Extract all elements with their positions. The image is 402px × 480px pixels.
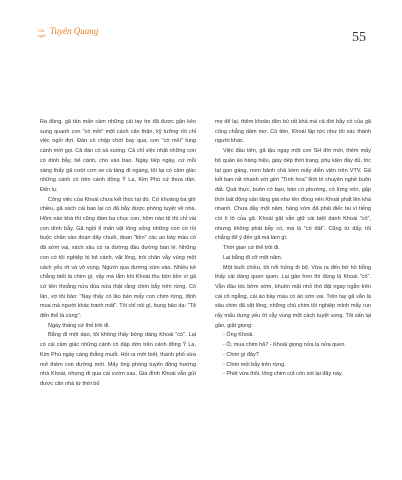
paragraph: Một buổi chiều, tôi nổi hứng đi bộ. Vừa ra đến bờ hồ bỗng thấy cái dáng quen quen. Lại gần hơn thì đúng là Khoái "cò". Vẫn đầu tóc bờm xờm, khuôn mặt nhỏ thó đặt ngay ngắn trên cái cổ ngẳng, cái áo bày màu cò áo sờn vai. Trên tay gã vẫn là xâu chim đã vặt lông, những chú chim tội nghiệp mình mẩy run rẩy mấu dựng yếu ớt vẫy vùng một cách tuyệt vọng. Tôi sấn lại gần, giật giọng:: [215, 264, 371, 329]
paragraph: Lại bẵng đi cỡ một năm.: [223, 254, 283, 261]
paragraph: mẹ để lại, thêm khoản đền bù rất khá mà cả đời bẫy cò của gã cũng chẳng dám mơ. Có tiền, Khoái lập tức như tôi xác thành người khác.: [215, 119, 371, 145]
dialogue-line: - Chim mồi bẫy trên rừng.: [223, 361, 286, 368]
dialogue-line: - Phét vừa thôi, lông chim cút còn sót lại đây này.: [223, 371, 343, 378]
paragraph: Thời gian cứ thế trôi đi.: [223, 245, 280, 252]
page-number: 55: [352, 30, 366, 45]
logo-main-text: Tuyên Quang: [50, 26, 99, 36]
left-column: [40, 118, 196, 390]
dialogue-line: - Chim gì đây?: [223, 351, 259, 358]
page-header: [0, 0, 402, 60]
paragraph: Việc đầu tiên, gã tậu ngay một con SH đời mới, thêm mấy bộ quần áo hàng hiệu, giày dép thời trang, phụ kiện đầy đủ, tóc tai gọn gàng, nom bảnh chả kém mấy diễn viên trên VTV. Gã kết bạn rất nhanh với giới "Tình hoa" tỉnh lẻ chuyên nghề buôn đất. Quả thực, buôn có bạn, bán có phường, có lừng vốn, gặp thời bất động sản tăng giá như lên đồng nên Khoái phất lên khá nhanh. Chưa đầy một năm, hàng xóm đã phải điếc tai vì tiếng còi ô tô của gã. Khoái gặt vẫn giữ cái biệt danh Khoái "cò", nhưng không phải bẫy cò, mà là "cò đất". Cũng từ đấy, tôi chẳng để ý đến gã mà làm gì.: [215, 148, 371, 242]
paragraph: Ngày tháng cứ thế trôi đi.: [48, 322, 110, 329]
paragraph: Ra đồng, gã tấn mấn cầm những cái tay tre đã được găn kẻo sung quanh con "cò mồi" một cách cẩn thận, kỹ lưỡng rồi chỉ việc ngồi đợi. Đàn cò chập chới bay qua, con "cò mồi" tung cánh mời gọi. Cả đàn cò sà xuống. Cả chỉ việc nhặt những con cò dính bẫy, bẻ cánh, cho vào bao. Ngày tiếp ngày, cứ mỗi sáng thấy gã cười cơn xe cà tàng đi ngang, tôi lại có cảm giác những cánh cò trên cánh đồng Ỷ La, Kim Phú cứ thưa dần. Đến lụ.: [40, 119, 196, 193]
dialogue-line: - Ông Khoái.: [223, 332, 254, 339]
dialogue-line: - Ô, mua chim hả? - Khoái giọng nửa lạ nửa quen.: [223, 342, 346, 349]
paragraph: Công việc của Khoái chưa kết thúc tại đó. Cứ khoảng ba giờ chiều, gã xách cái bao lại có đã bẫy được phóng tuyệt về nhà. Hôm nào khá thì cũng đám ba chục con, hôm nào tệ thì chỉ vài con dính bẫy. Gã ngồi tỉ mẩn vặt lông sống những con cò rồi buộc chân vào đoạn dây chuối, đoan "tiền" các ao bày màu có đã sớm vai, xách xâu cò ra đường đầu đường bán lẻ. Những con cò tội nghiệp bị bẻ cánh, vặt lông, trói chân vẫy vùng một cách yếu ớt và vô vọng. Người qua đường xúm vào. Nhiều kẻ chẳng biết là chim gì, vậy mà lắm khi Khoái thu bộn tiền vì gã cứ liền thoắng nửa đùa nửa thật rằng chim bẫy trên rừng. Có lần, vợ tôi bảo: "Nay thấy có lão bán mấy con chim rừng, định mua mà người khác tranh mất". Tôi chỉ nói gì, bụng bảo dạ: "Tệ đến thế là cùng".: [40, 196, 196, 320]
logo-small-text: Văn nghệ: [38, 28, 46, 38]
right-column: [215, 118, 371, 380]
paragraph: Bẵng đi một dạo, tôi không thấy bóng dáng Khoái "cò". Lại có cái cảm giác những cánh cò dập dờn trên cánh đồng Ỷ La, Kim Phú ngày càng thẳng muốt. Hỏi ra mới biết, thành phố vừa mở thêm con đường mới. Mấy ông phòng tuyến đồng hướng nhà Khoái, nhưng đi qua cái vườn sau. Gia đình Khoái vẫn gửi được căn nhà từ thời bố: [40, 332, 196, 387]
